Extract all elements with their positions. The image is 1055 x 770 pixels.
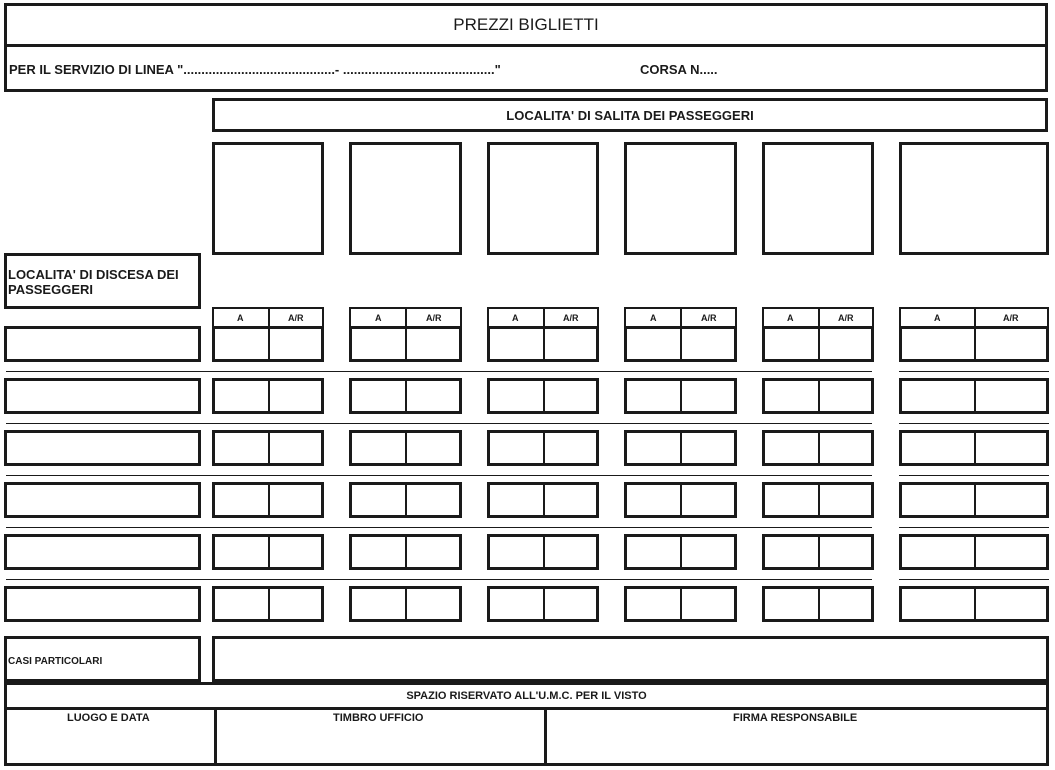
fare-label-one-way: A [375,313,382,323]
boarding-location-box[interactable] [349,142,462,255]
alighting-location-field[interactable] [4,378,201,414]
fare-header [349,307,462,328]
fare-price-cell[interactable] [899,378,1049,414]
office-stamp-label: TIMBRO UFFICIO [333,712,424,724]
fare-price-cell[interactable] [762,534,874,570]
fare-price-cell[interactable] [349,378,462,414]
fare-price-cell[interactable] [762,586,874,622]
place-date-label: LUOGO E DATA [67,712,150,724]
fare-label-one-way: A [237,313,244,323]
fare-price-cell[interactable] [212,482,324,518]
fare-price-cell[interactable] [212,326,324,362]
fare-price-cell[interactable] [487,378,599,414]
fare-price-cell[interactable] [349,482,462,518]
fare-header [762,307,874,328]
fare-price-cell[interactable] [349,534,462,570]
alighting-locations-header [4,253,201,309]
special-cases-label: CASI PARTICOLARI [8,656,103,667]
fare-label-return: A/R [288,313,304,323]
fare-price-cell[interactable] [899,482,1049,518]
alighting-location-field[interactable] [4,534,201,570]
umc-title: SPAZIO RISERVATO ALL'U.M.C. PER IL VISTO [406,690,647,702]
boarding-locations-header [212,98,1048,132]
boarding-locations-title: LOCALITA' DI SALITA DEI PASSEGGERI [506,107,754,123]
row-divider [899,371,1049,372]
fare-price-cell[interactable] [899,430,1049,466]
fare-label-return: A/R [701,313,717,323]
run-number-label: CORSA N..... [640,62,718,77]
fare-label-return: A/R [426,313,442,323]
fare-label-one-way: A [787,313,794,323]
row-divider [6,423,872,424]
fare-price-cell[interactable] [487,482,599,518]
fare-label-return: A/R [563,313,579,323]
alighting-locations-title: LOCALITA' DI DISCESA DEI PASSEGGERI [8,267,179,297]
fare-price-cell[interactable] [624,430,737,466]
fare-price-cell[interactable] [762,378,874,414]
alighting-location-field[interactable] [4,326,201,362]
boarding-location-box[interactable] [624,142,737,255]
fare-label-one-way: A [650,313,657,323]
signature-label: FIRMA RESPONSABILE [733,712,858,724]
row-divider [6,475,872,476]
fare-price-cell[interactable] [624,534,737,570]
fare-price-cell[interactable] [349,430,462,466]
row-divider [6,371,872,372]
boarding-location-box[interactable] [899,142,1049,255]
row-divider [899,527,1049,528]
fare-header [487,307,599,328]
alighting-location-field[interactable] [4,586,201,622]
row-divider [899,579,1049,580]
service-line-label: PER IL SERVIZIO DI LINEA "..........................................- .........................................." [9,62,501,77]
boarding-location-box[interactable] [212,142,324,255]
fare-header [899,307,1049,328]
fare-price-cell[interactable] [624,586,737,622]
umc-visa-area [4,707,1049,766]
fare-price-cell[interactable] [212,378,324,414]
row-divider [899,475,1049,476]
special-cases-field[interactable] [212,636,1049,682]
fare-price-cell[interactable] [762,482,874,518]
fare-price-cell[interactable] [212,586,324,622]
fare-price-cell[interactable] [349,326,462,362]
fare-price-cell[interactable] [487,326,599,362]
form-title: PREZZI BIGLIETTI [453,15,599,34]
fare-price-cell[interactable] [487,430,599,466]
fare-price-cell[interactable] [899,534,1049,570]
form-title-box [4,3,1048,47]
fare-price-cell[interactable] [349,586,462,622]
umc-header [4,682,1049,710]
special-cases-label-box [4,636,201,682]
fare-price-cell[interactable] [762,326,874,362]
row-divider [6,527,872,528]
alighting-location-field[interactable] [4,430,201,466]
fare-price-cell[interactable] [212,534,324,570]
fare-header [212,307,324,328]
alighting-location-field[interactable] [4,482,201,518]
fare-price-cell[interactable] [899,586,1049,622]
boarding-location-box[interactable] [487,142,599,255]
fare-price-cell[interactable] [487,534,599,570]
fare-header [624,307,737,328]
fare-price-cell[interactable] [624,326,737,362]
row-divider [899,423,1049,424]
fare-label-one-way: A [934,313,941,323]
fare-price-cell[interactable] [899,326,1049,362]
fare-price-cell[interactable] [624,482,737,518]
row-divider [6,579,872,580]
fare-label-return: A/R [838,313,854,323]
fare-label-return: A/R [1003,313,1019,323]
fare-label-one-way: A [512,313,519,323]
fare-price-cell[interactable] [762,430,874,466]
fare-price-cell[interactable] [212,430,324,466]
fare-price-cell[interactable] [487,586,599,622]
fare-price-cell[interactable] [624,378,737,414]
boarding-location-box[interactable] [762,142,874,255]
service-line-box [4,44,1048,92]
